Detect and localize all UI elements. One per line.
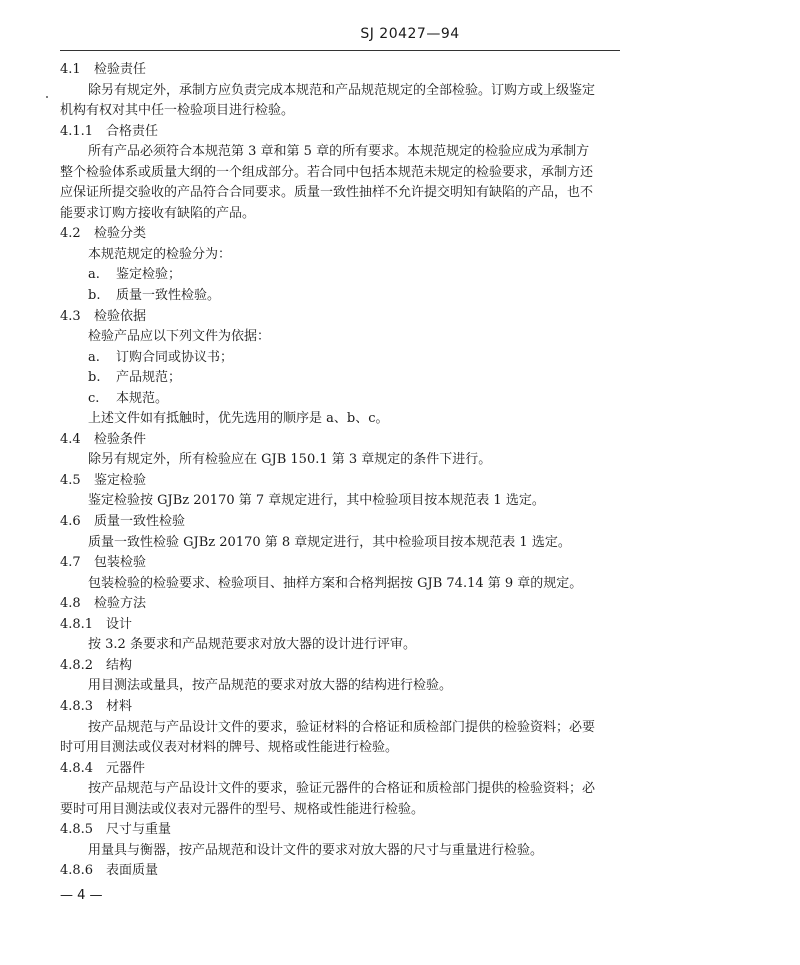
section-4-8-3-para-line1: 按产品规范与产品设计文件的要求，验证材料的合格证和质检部门提供的检验资料；必要 (88, 719, 596, 735)
section-4-3-precedence-note: 上述文件如有抵触时，优先选用的顺序是 a、b、c。 (88, 411, 389, 427)
section-4-6-heading: 4.6 质量一致性检验 (60, 514, 186, 530)
section-4-4-heading: 4.4 检验条件 (60, 431, 147, 447)
section-4-8-3-para-line2: 时可用目测法或仪表对材料的牌号、规格或性能进行检验。 (60, 740, 399, 756)
page-number: — 4 — (60, 888, 103, 903)
section-4-8-1-para: 按 3.2 条要求和产品规范要求对放大器的设计进行评审。 (88, 637, 416, 653)
section-4-7-para: 包装检验的检验要求、检验项目、抽样方案和合格判据按 GJB 74.14 第 9 章的规定。 (88, 575, 583, 591)
section-4-8-heading: 4.8 检验方法 (60, 596, 147, 612)
section-4-8-6-heading: 4.8.6 表面质量 (60, 863, 159, 879)
scan-speck (46, 96, 48, 98)
section-4-3-heading: 4.3 检验依据 (60, 308, 147, 324)
section-4-3-intro: 检验产品应以下列文件为依据： (88, 329, 271, 345)
section-4-1-1-para-line2: 整个检验体系或质量大纲的一个组成部分。若合同中包括本规范未规定的检验要求，承制方还 (60, 164, 594, 180)
section-4-8-5-heading: 4.8.5 尺寸与重量 (60, 822, 172, 838)
section-4-1-1-para-line3: 应保证所提交验收的产品符合合同要求。质量一致性抽样不允许提交明知有缺陷的产品，也不 (60, 185, 594, 201)
section-4-1-heading: 4.1 检验责任 (60, 62, 147, 77)
section-4-5-para: 鉴定检验按 GJBz 20170 第 7 章规定进行，其中检验项目按本规范表 1 选定。 (88, 493, 545, 509)
list-item: b. 质量一致性检验。 (88, 288, 221, 304)
standard-code-header: SJ 20427—94 (360, 26, 460, 42)
section-4-8-4-heading: 4.8.4 元器件 (60, 760, 146, 776)
document-body (60, 60, 620, 882)
section-4-5-heading: 4.5 鉴定检验 (60, 472, 147, 488)
section-4-8-1-heading: 4.8.1 设计 (60, 616, 133, 632)
list-item: a. 鉴定检验； (88, 267, 182, 283)
list-item: a. 订购合同或协议书； (88, 349, 234, 365)
section-4-8-4-para-line2: 要时可用目测法或仪表对元器件的型号、规格或性能进行检验。 (60, 801, 425, 817)
section-4-8-2-para: 用目测法或量具，按产品规范的要求对放大器的结构进行检验。 (88, 678, 453, 694)
section-4-7-heading: 4.7 包装检验 (60, 555, 147, 571)
section-4-8-4-para-line1: 按产品规范与产品设计文件的要求，验证元器件的合格证和质检部门提供的检验资料；必 (88, 781, 596, 797)
header-rule (60, 50, 620, 51)
section-4-1-para-line2: 机构有权对其中任一检验项目进行检验。 (60, 103, 295, 119)
section-4-1-1-para-line1: 所有产品必须符合本规范第 3 章和第 5 章的所有要求。本规范规定的检验应成为承制方 (88, 144, 590, 160)
section-4-8-5-para: 用量具与衡器，按产品规范和设计文件的要求对放大器的尺寸与重量进行检验。 (88, 842, 544, 858)
list-item: b. 产品规范； (88, 370, 182, 386)
section-4-1-para-line1: 除另有规定外，承制方应负责完成本规范和产品规范规定的全部检验。订购方或上级鉴定 (88, 82, 596, 98)
section-4-8-2-heading: 4.8.2 结构 (60, 657, 133, 673)
section-4-6-para: 质量一致性检验 GJBz 20170 第 8 章规定进行，其中检验项目按本规范表 1 选定。 (88, 534, 571, 550)
section-4-2-heading: 4.2 检验分类 (60, 226, 147, 242)
section-4-1-1-para-line4: 能要求订购方接收有缺陷的产品。 (60, 205, 256, 221)
section-4-1-1-heading: 4.1.1 合格责任 (60, 123, 159, 139)
list-item: c. 本规范。 (88, 390, 169, 406)
section-4-8-3-heading: 4.8.3 材料 (60, 698, 133, 714)
section-4-4-para: 除另有规定外，所有检验应在 GJB 150.1 第 3 章规定的条件下进行。 (88, 452, 492, 468)
section-4-2-intro: 本规范规定的检验分为： (88, 246, 232, 262)
